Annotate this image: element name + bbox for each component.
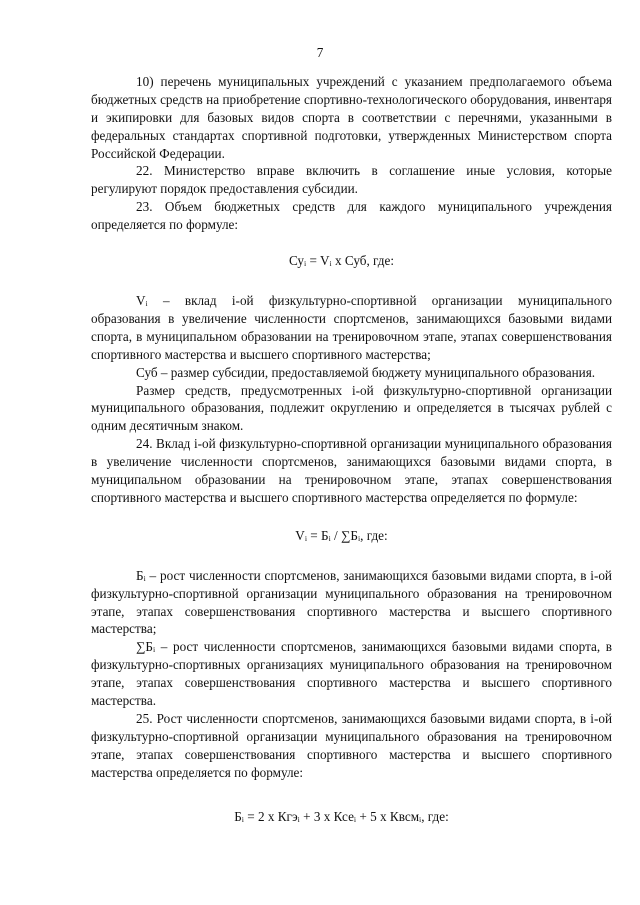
paragraph-vi-definition: Vᵢ – вклад i-ой физкультурно-спортивной организации муниципального образования в увеличение численности спортсменов, занимающихся базовыми видами спорта, в муниципальном образовании на тренировочном этапе, этапах совершенствования спортивного мастерства и высшего спортивного мастерства; [91, 292, 612, 362]
paragraph-22: 22. Министерство вправе включить в соглашение иные условия, которые регулируют порядок предоставления субсидии. [91, 163, 612, 197]
paragraph-sub-definition: Суб – размер субсидии, предоставляемой бюджету муниципального образования. [136, 364, 596, 380]
paragraph-rounding: Размер средств, предусмотренных i-ой физкультурно-спортивной организации муниципального образования, подлежит округлению и определяется в тысячах рублей с одним десятичным знаком. [91, 382, 612, 434]
paragraph-24: 24. Вклад i-ой физкультурно-спортивной организации муниципального образования в увеличение численности спортсменов, занимающихся базовыми видами спорта, в муниципальном образовании на тренировочном этапе, этапах совершенствования спортивного мастерства и высшего спортивного мастерства определяется по формуле: [91, 436, 612, 505]
formula-contribution: Vᵢ = Бᵢ / ∑Бᵢ, где: [295, 527, 388, 543]
paragraph-sum-bi-definition: ∑Бᵢ – рост численности спортсменов, занимающихся базовыми видами спорта, в физкультурно-спортивных организациях муниципального образования на тренировочном этапе, этапах совершенствования спортивного мастерства и высшего спортивного мастерства. [91, 639, 612, 709]
paragraph-bi-definition: Бᵢ – рост численности спортсменов, занимающихся базовыми видами спорта, в i-ой физкультурно-спортивной организации муниципального образования на тренировочном этапе, этапах совершенствования спортивного мастерства и высшего спортивного мастерства; [91, 567, 612, 637]
paragraph-item-10: 10) перечень муниципальных учреждений с указанием предполагаемого объема бюджетных средств на приобретение спортивно-технологического оборудования, инвентаря и экипировки для базовых видов спорта в соответствии с перечнями, указанными в федеральных стандартах спортивной подготовки, утвержденных Министерством спорта Российской Федерации. [91, 73, 612, 161]
paragraph-25: 25. Рост численности спортсменов, занимающихся базовыми видами спорта, в i-ой физкультурно-спортивной организации муниципального образования на тренировочном этапе, этапах совершенствования спортивного мастерства и высшего спортивного мастерства определяется по формуле: [91, 711, 612, 780]
page-number: 7 [316, 45, 324, 60]
formula-growth: Бᵢ = 2 х Кгэᵢ + 3 х Ксеᵢ + 5 х Квсмᵢ, где: [234, 808, 449, 824]
formula-subsidy: Суᵢ = Vᵢ х Суб, где: [288, 253, 395, 269]
paragraph-23: 23. Объем бюджетных средств для каждого муниципального учреждения определяется по формуле: [91, 199, 612, 233]
